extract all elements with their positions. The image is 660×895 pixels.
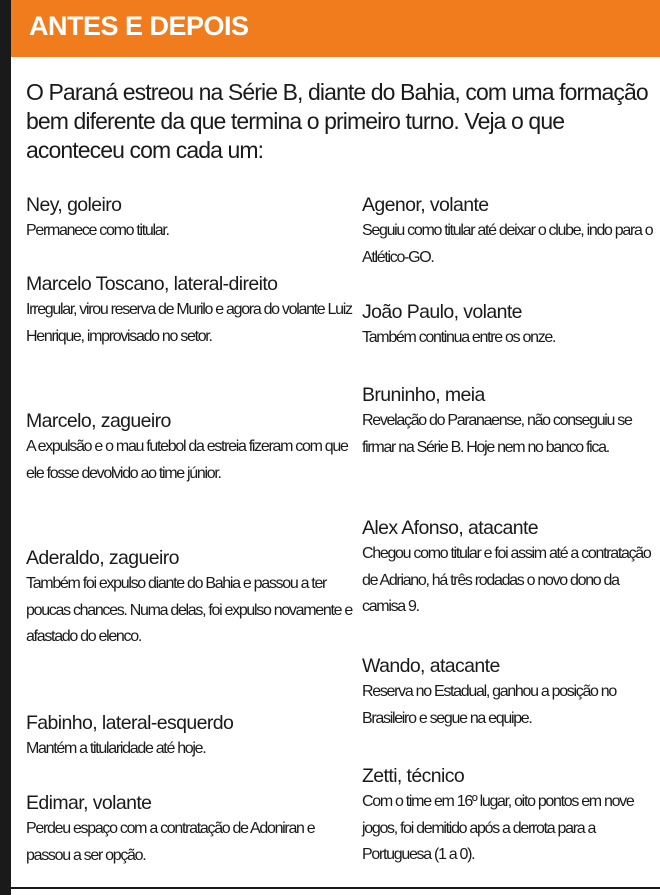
entry-title: Fabinho, lateral-esquerdo [26, 712, 234, 734]
entry-title: Ney, goleiro [26, 194, 122, 216]
entry-text: Revelação do Paranaense, não conseguiu se firmar na Série B. Hoje nem no banco fica. [362, 412, 632, 456]
entry-text: Perdeu espaço com a contratação de Adoniran e passou a ser opção. [26, 820, 315, 864]
section-header [11, 0, 660, 57]
entry-title: Edimar, volante [26, 792, 152, 814]
player-entry-zetti [362, 763, 656, 869]
player-entry-agenor [362, 192, 656, 271]
entry-title: Bruninho, meia [362, 384, 485, 406]
player-entry-marcelo-toscano [26, 271, 354, 350]
entry-title: Aderaldo, zagueiro [26, 547, 179, 569]
entry-text: Com o time em 16º lugar, oito pontos em nove jogos, foi demitido após a derrota para a Portuguesa (1 a 0). [362, 793, 634, 863]
player-entry-wando [362, 653, 656, 732]
player-entry-edimar [26, 790, 354, 869]
entry-text: Reserva no Estadual, ganhou a posição no Brasileiro e segue na equipe. [362, 683, 616, 727]
entry-text: A expulsão e o mau futebol da estreia fizeram com que ele fosse devolvido ao time júnior. [26, 438, 348, 482]
entry-text: Chegou como titular e foi assim até a contratação de Adriano, há três rodadas o novo dono da camisa 9. [362, 545, 651, 615]
entry-text: Seguiu como titular até deixar o clube, indo para o Atlético-GO. [362, 222, 653, 266]
player-entry-bruninho [362, 382, 656, 461]
bottom-divider [0, 887, 660, 889]
entry-title: Wando, atacante [362, 655, 500, 677]
player-entry-aderaldo [26, 545, 354, 651]
entry-text: Também foi expulso diante do Bahia e passou a ter poucas chances. Numa delas, foi expulso novamente e afastado do elenco. [26, 575, 352, 645]
entry-title: Marcelo, zagueiro [26, 410, 171, 432]
intro-paragraph: O Paraná estreou na Série B, diante do Bahia, com uma formação bem diferente da que termina o primeiro turno. Veja o que aconteceu com cada um: [26, 79, 648, 163]
player-entry-joao-paulo [362, 299, 656, 352]
entry-title: João Paulo, volante [362, 301, 522, 323]
entry-text: Permanece como titular. [26, 222, 169, 239]
player-entry-alex-afonso [362, 515, 656, 621]
entry-text: Mantém a titularidade até hoje. [26, 740, 206, 757]
entry-title: Zetti, técnico [362, 765, 465, 787]
entry-text: Irregular, virou reserva de Murilo e agora do volante Luiz Henrique, improvisado no setor. [26, 301, 352, 345]
left-accent-bar [0, 0, 11, 895]
header-title: ANTES E DEPOIS [29, 11, 249, 41]
player-entry-marcelo [26, 408, 354, 487]
player-entry-ney [26, 192, 354, 245]
entry-title: Marcelo Toscano, lateral-direito [26, 273, 278, 295]
entry-title: Alex Afonso, atacante [362, 517, 539, 539]
entry-text: Também continua entre os onze. [362, 329, 556, 346]
player-entry-fabinho [26, 710, 354, 763]
entry-title: Agenor, volante [362, 194, 489, 216]
